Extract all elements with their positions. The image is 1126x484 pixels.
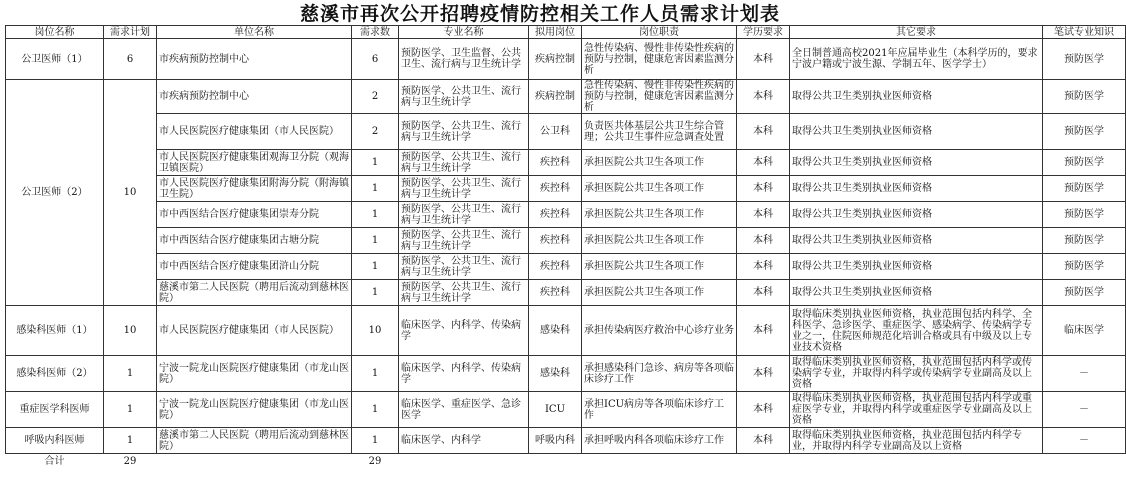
count-cell: 1 (352, 356, 399, 392)
duty-cell: 承担感染科门急诊、病房等各项临床诊疗工作 (582, 356, 737, 392)
count-cell: 2 (352, 114, 399, 150)
major-cell: 预防医学、公共卫生、流行病与卫生统计学 (399, 254, 529, 280)
post-cell: 感染科 (529, 356, 582, 392)
plan-count-cell: 1 (104, 428, 157, 454)
exam-cell: 临床医学 (1043, 306, 1126, 356)
duty-cell: 承担医院公共卫生各项工作 (582, 202, 737, 228)
header-unit: 单位名称 (157, 26, 352, 39)
table-row (6, 39, 1126, 80)
major-cell: 临床医学、内科学 (399, 428, 529, 454)
exam-cell: － (1043, 392, 1126, 428)
major-cell: 预防医学、公共卫生、流行病与卫生统计学 (399, 150, 529, 176)
unit-cell: 市中西医结合医疗健康集团浒山分院 (157, 254, 352, 280)
exam-cell: 预防医学 (1043, 280, 1126, 306)
post-cell: 疾控科 (529, 202, 582, 228)
table-row (6, 306, 1126, 356)
count-cell: 1 (352, 428, 399, 454)
duty-cell: 承担传染病医疗救治中心诊疗业务 (582, 306, 737, 356)
education-cell: 本科 (737, 392, 790, 428)
total-label: 合计 (44, 455, 65, 467)
position-name-cell: 公卫医师（2） (6, 80, 104, 306)
exam-cell: 预防医学 (1043, 39, 1126, 80)
major-cell: 临床医学、内科学、传染病学 (399, 306, 529, 356)
duty-cell: 承担医院公共卫生各项工作 (582, 150, 737, 176)
table-row (6, 228, 1126, 254)
major-cell: 预防医学、公共卫生、流行病与卫生统计学 (399, 176, 529, 202)
exam-cell: 预防医学 (1043, 176, 1126, 202)
recruitment-plan-table (5, 25, 1126, 468)
other-requirements-cell: 取得公共卫生类别执业医师资格 (790, 280, 1043, 306)
other-requirements-cell: 取得公共卫生类别执业医师资格 (790, 80, 1043, 114)
exam-cell: 预防医学 (1043, 80, 1126, 114)
unit-cell: 市人民医院医疗健康集团附海分院（附海镇卫生院） (157, 176, 352, 202)
other-requirements-cell: 全日制普通高校2021年应届毕业生（本科学历的，要求宁波户籍或宁波生源、学制五年、医学学士） (790, 39, 1043, 80)
exam-cell: 预防医学 (1043, 202, 1126, 228)
unit-cell: 宁波一院龙山医院医疗健康集团（市龙山医院） (157, 356, 352, 392)
table-row (6, 80, 1126, 114)
major-cell: 预防医学、公共卫生、流行病与卫生统计学 (399, 280, 529, 306)
education-cell: 本科 (737, 114, 790, 150)
education-cell: 本科 (737, 228, 790, 254)
count-cell: 6 (352, 39, 399, 80)
education-cell: 本科 (737, 280, 790, 306)
total-spacer-right (399, 454, 1126, 469)
table-body (6, 39, 1126, 454)
education-cell: 本科 (737, 150, 790, 176)
total-count: 29 (368, 455, 382, 467)
header-education: 学历要求 (737, 26, 790, 39)
position-name-cell: 呼吸内科医师 (6, 428, 104, 454)
other-requirements-cell: 取得公共卫生类别执业医师资格 (790, 176, 1043, 202)
duty-cell: 承担医院公共卫生各项工作 (582, 228, 737, 254)
table-row (6, 356, 1126, 392)
post-cell: 疾控科 (529, 150, 582, 176)
exam-cell: － (1043, 356, 1126, 392)
count-cell: 2 (352, 80, 399, 114)
duty-cell: 承担医院公共卫生各项工作 (582, 254, 737, 280)
duty-cell: 急性传染病、慢性非传染性疾病的预防与控制，健康危害因素监测分析 (582, 39, 737, 80)
unit-cell: 市人民医院医疗健康集团（市人民医院） (157, 114, 352, 150)
exam-cell: － (1043, 428, 1126, 454)
duty-cell: 承担ICU病房等各项临床诊疗工作 (582, 392, 737, 428)
post-cell: 疾病控制 (529, 39, 582, 80)
duty-cell: 承担医院公共卫生各项工作 (582, 176, 737, 202)
other-requirements-cell: 取得公共卫生类别执业医师资格 (790, 202, 1043, 228)
exam-cell: 预防医学 (1043, 150, 1126, 176)
education-cell: 本科 (737, 39, 790, 80)
exam-cell: 预防医学 (1043, 228, 1126, 254)
header-major: 专业名称 (399, 26, 529, 39)
major-cell: 预防医学、公共卫生、流行病与卫生统计学 (399, 80, 529, 114)
duty-cell: 承担医院公共卫生各项工作 (582, 280, 737, 306)
other-requirements-cell: 取得公共卫生类别执业医师资格 (790, 228, 1043, 254)
unit-cell: 市疾病预防控制中心 (157, 39, 352, 80)
major-cell: 临床医学、内科学、传染病学 (399, 356, 529, 392)
position-name-cell: 感染科医师（1） (6, 306, 104, 356)
unit-cell: 慈溪市第二人民医院（聘用后流动到慈林医院） (157, 428, 352, 454)
header-position: 岗位名称 (6, 26, 104, 39)
plan-count-cell: 6 (104, 39, 157, 80)
plan-count-cell: 1 (104, 356, 157, 392)
count-cell: 1 (352, 228, 399, 254)
exam-cell: 预防医学 (1043, 114, 1126, 150)
position-name-cell: 重症医学科医师 (6, 392, 104, 428)
education-cell: 本科 (737, 80, 790, 114)
education-cell: 本科 (737, 254, 790, 280)
unit-cell: 宁波一院龙山医院医疗健康集团（市龙山医院） (157, 392, 352, 428)
education-cell: 本科 (737, 356, 790, 392)
major-cell: 预防医学、公共卫生、流行病与卫生统计学 (399, 202, 529, 228)
position-name-cell: 感染科医师（2） (6, 356, 104, 392)
education-cell: 本科 (737, 428, 790, 454)
count-cell: 10 (352, 306, 399, 356)
unit-cell: 市中西医结合医疗健康集团古塘分院 (157, 228, 352, 254)
count-cell: 1 (352, 254, 399, 280)
major-cell: 临床医学、重症医学、急诊医学 (399, 392, 529, 428)
plan-count-cell: 10 (104, 306, 157, 356)
other-requirements-cell: 取得临床类别执业医师资格，执业范围包括内科学、全科医学、急诊医学、重症医学、感染病学、传染病学专业之一，住院医师规范化培训合格或具有中级及以上专业技术资格 (790, 306, 1043, 356)
unit-cell: 市人民医院医疗健康集团（市人民医院） (157, 306, 352, 356)
header-count: 需求数 (352, 26, 399, 39)
post-cell: 公卫科 (529, 114, 582, 150)
header-plan: 需求计划 (104, 26, 157, 39)
post-cell: 疾控科 (529, 280, 582, 306)
major-cell: 预防医学、公共卫生、流行病与卫生统计学 (399, 114, 529, 150)
table-header-row (6, 26, 1126, 39)
total-spacer (157, 454, 352, 469)
exam-cell: 预防医学 (1043, 254, 1126, 280)
count-cell: 1 (352, 176, 399, 202)
total-plan: 29 (123, 455, 137, 467)
table-row (6, 428, 1126, 454)
plan-count-cell: 10 (104, 80, 157, 306)
post-cell: 呼吸内科 (529, 428, 582, 454)
header-other: 其它要求 (790, 26, 1043, 39)
other-requirements-cell: 取得公共卫生类别执业医师资格 (790, 114, 1043, 150)
post-cell: 疾病控制 (529, 80, 582, 114)
count-cell: 1 (352, 150, 399, 176)
unit-cell: 慈溪市第二人民医院（聘用后流动到慈林医院） (157, 280, 352, 306)
unit-cell: 市人民医院医疗健康集团观海卫分院（观海卫镇医院） (157, 150, 352, 176)
duty-cell: 负责医共体基层公共卫生综合管理；公共卫生事件应急调查处置 (582, 114, 737, 150)
table-row (6, 254, 1126, 280)
education-cell: 本科 (737, 202, 790, 228)
count-cell: 1 (352, 392, 399, 428)
major-cell: 预防医学、公共卫生、流行病与卫生统计学 (399, 228, 529, 254)
total-row (6, 454, 1126, 469)
count-cell: 1 (352, 202, 399, 228)
header-duty: 岗位职责 (582, 26, 737, 39)
duty-cell: 急性传染病、慢性非传染性疾病的预防与控制，健康危害因素监测分析 (582, 80, 737, 114)
other-requirements-cell: 取得临床类别执业医师资格，执业范围包括内科学或传染病学专业，并取得内科学或传染病学专业副高及以上资格 (790, 356, 1043, 392)
other-requirements-cell: 取得临床类别执业医师资格，执业范围包括内科学专业，并取得内科学专业副高及以上资格 (790, 428, 1043, 454)
major-cell: 预防医学、卫生监督、公共卫生、流行病与卫生统计学 (399, 39, 529, 80)
table-row (6, 202, 1126, 228)
post-cell: 疾控科 (529, 254, 582, 280)
document-title: 慈溪市再次公开招聘疫情防控相关工作人员需求计划表 (299, 3, 780, 25)
post-cell: ICU (529, 392, 582, 428)
position-name-cell: 公卫医师（1） (6, 39, 104, 80)
table-row (6, 280, 1126, 306)
post-cell: 疾控科 (529, 228, 582, 254)
duty-cell: 承担呼吸内科各项临床诊疗工作 (582, 428, 737, 454)
header-post: 拟用岗位 (529, 26, 582, 39)
post-cell: 疾控科 (529, 176, 582, 202)
other-requirements-cell: 取得临床类别执业医师资格，执业范围包括内科学或重症医学专业，并取得内科学或重症医学专业副高及以上资格 (790, 392, 1043, 428)
education-cell: 本科 (737, 306, 790, 356)
count-cell: 1 (352, 280, 399, 306)
post-cell: 感染科 (529, 306, 582, 356)
table-row (6, 150, 1126, 176)
table-row (6, 176, 1126, 202)
unit-cell: 市疾病预防控制中心 (157, 80, 352, 114)
other-requirements-cell: 取得公共卫生类别执业医师资格 (790, 150, 1043, 176)
other-requirements-cell: 取得公共卫生类别执业医师资格 (790, 254, 1043, 280)
education-cell: 本科 (737, 176, 790, 202)
table-row (6, 392, 1126, 428)
table-row (6, 114, 1126, 150)
unit-cell: 市中西医结合医疗健康集团崇寿分院 (157, 202, 352, 228)
header-exam: 笔试专业知识 (1043, 26, 1126, 39)
plan-count-cell: 1 (104, 392, 157, 428)
